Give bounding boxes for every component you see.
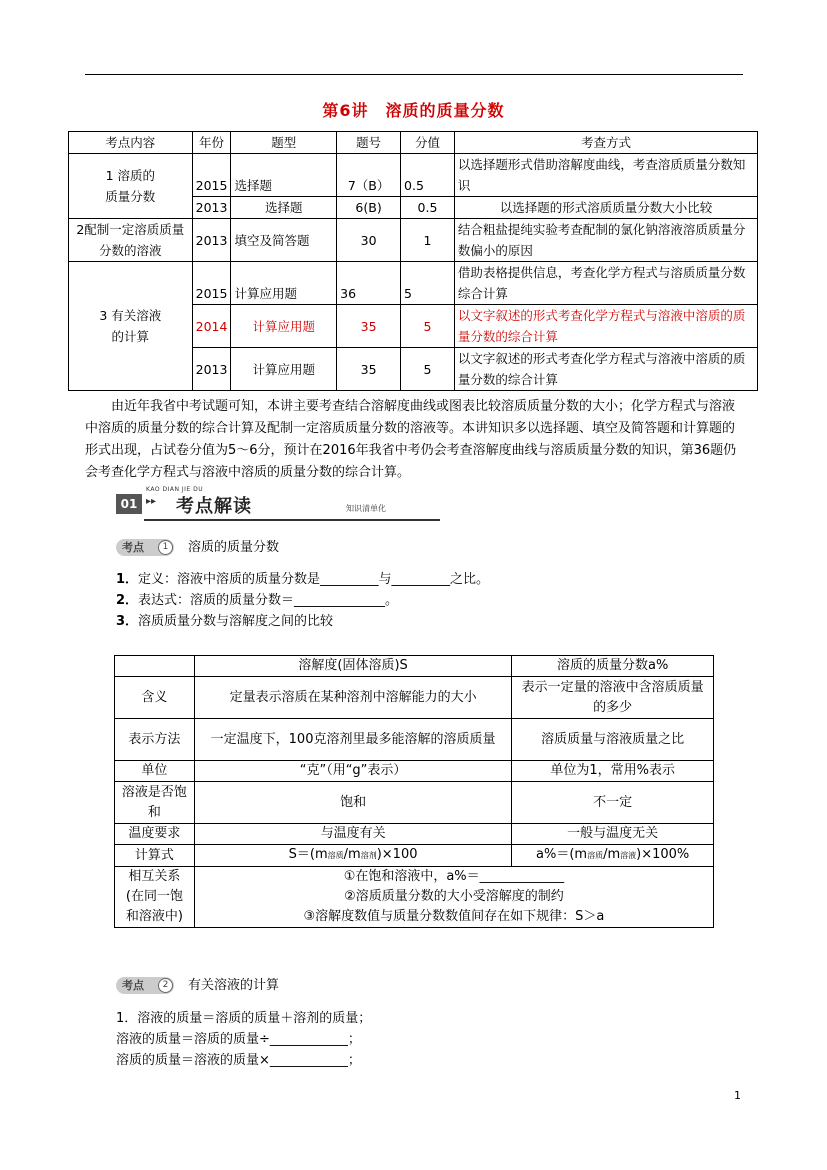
row-label: 计算式 xyxy=(115,845,195,867)
table-cell: 不一定 xyxy=(512,782,714,824)
table-row xyxy=(115,677,714,719)
num-cell: 36 xyxy=(337,262,401,305)
kaodian-label: 溶质的质量分数 xyxy=(188,540,280,555)
year-cell: 2013 xyxy=(192,219,231,262)
table-cell: 一定温度下，100克溶剂里最多能溶解的溶质质量 xyxy=(194,719,511,761)
year-cell: 2015 xyxy=(192,262,231,305)
relation-cell xyxy=(194,867,713,928)
arrow-icon: ▸▸ xyxy=(146,496,157,507)
row-label: 溶液是否饱和 xyxy=(115,782,195,824)
score-cell: 0.5 xyxy=(401,154,455,197)
kaodian-number: 1 xyxy=(158,540,173,555)
banner-title: 考点解读 xyxy=(176,496,252,517)
method-cell: 以文字叙述的形式考查化学方程式与溶液中溶质的质量分数的综合计算 xyxy=(454,305,757,348)
method-cell: 以选择题的形式溶质质量分数大小比较 xyxy=(454,197,757,219)
table-row xyxy=(69,154,758,197)
exam-analysis-table xyxy=(68,131,758,391)
num-cell: 6(B) xyxy=(337,197,401,219)
kd2-line: 溶质的质量＝溶液的质量×____________； xyxy=(116,1053,361,1068)
relation-line: ②溶质质量分数的大小受溶解度的制约 xyxy=(344,889,564,904)
type-cell: 选择题 xyxy=(231,197,337,219)
row-label: 温度要求 xyxy=(115,824,195,845)
method-cell: 以文字叙述的形式考查化学方程式与溶液中溶质的质量分数的综合计算 xyxy=(454,348,757,391)
header-cell: 考查方式 xyxy=(454,132,757,154)
type-cell: 计算应用题 xyxy=(231,348,337,391)
relation-line: ①在饱和溶液中，a%＝_____________ xyxy=(343,869,565,884)
table-cell: 饱和 xyxy=(194,782,511,824)
kd2-line: 溶液的质量＝溶质的质量÷____________； xyxy=(116,1032,361,1047)
page-number: 1 xyxy=(734,1089,741,1102)
topic-cell: 3 有关溶液 的计算 xyxy=(69,262,193,391)
table-row xyxy=(115,782,714,824)
banner-subtitle: 知识清单化 xyxy=(346,504,386,513)
table-cell: 单位为1，常用%表示 xyxy=(512,761,714,782)
relation-line: ③溶解度数值与质量分数数值间存在如下规律：S＞a xyxy=(303,909,605,924)
score-cell: 1 xyxy=(401,219,455,262)
method-cell: 以选择题形式借助溶解度曲线，考查溶质质量分数知识 xyxy=(454,154,757,197)
table-cell: 定量表示溶质在某种溶剂中溶解能力的大小 xyxy=(194,677,511,719)
formula-cell: S＝(m溶质/m溶剂)×100 xyxy=(194,845,511,867)
method-cell: 借助表格提供信息，考查化学方程式与溶质质量分数综合计算 xyxy=(454,262,757,305)
num-cell: 35 xyxy=(337,305,401,348)
banner-underline xyxy=(144,519,440,521)
table-row xyxy=(115,845,714,867)
method-cell: 结合粗盐提纯实验考查配制的氯化钠溶液溶质质量分数偏小的原因 xyxy=(454,219,757,262)
table-row xyxy=(115,867,714,928)
row-label: 相互关系 (在同一饱 和溶液中) xyxy=(115,867,195,928)
year-cell: 2013 xyxy=(192,348,231,391)
table-cell: 一般与温度无关 xyxy=(512,824,714,845)
topic-cell: 2配制一定溶质质量分数的溶液 xyxy=(69,219,193,262)
page-title: 第6讲 溶质的质量分数 xyxy=(322,101,505,120)
kd1-line: 3．溶质质量分数与溶解度之间的比较 xyxy=(116,614,334,629)
num-cell: 35 xyxy=(337,348,401,391)
kaodian-badge: 考点 1 xyxy=(116,539,174,556)
kd1-line: 1．定义：溶液中溶质的质量分数是_________与_________之比。 xyxy=(116,572,490,587)
table-row xyxy=(115,719,714,761)
formula-cell: a%＝(m溶质/m溶液)×100% xyxy=(512,845,714,867)
header-cell xyxy=(115,656,195,677)
table-row xyxy=(69,262,758,305)
kaodian-label: 有关溶液的计算 xyxy=(188,978,280,993)
num-cell: 30 xyxy=(337,219,401,262)
topic-cell: 1 溶质的 质量分数 xyxy=(69,154,193,219)
section-banner xyxy=(116,486,440,522)
type-cell: 选择题 xyxy=(231,154,337,197)
kaodian-number: 2 xyxy=(158,978,173,993)
year-cell: 2014 xyxy=(192,305,231,348)
table-header-row xyxy=(115,656,714,677)
table-header-row xyxy=(69,132,758,154)
type-cell: 计算应用题 xyxy=(231,305,337,348)
header-cell: 题号 xyxy=(337,132,401,154)
table-row xyxy=(115,761,714,782)
table-cell: 溶质质量与溶液质量之比 xyxy=(512,719,714,761)
year-cell: 2015 xyxy=(192,154,231,197)
year-cell: 2013 xyxy=(192,197,231,219)
score-cell: 0.5 xyxy=(401,197,455,219)
type-cell: 计算应用题 xyxy=(231,262,337,305)
banner-pinyin: KAO DIAN JIE DU xyxy=(146,486,204,493)
kd1-line: 2．表达式：溶质的质量分数＝______________。 xyxy=(116,593,399,608)
header-cell: 题型 xyxy=(231,132,337,154)
kaodian-badge: 考点 2 xyxy=(116,977,174,994)
type-cell: 填空及简答题 xyxy=(231,219,337,262)
intro-paragraph: 由近年我省中考试题可知，本讲主要考查结合溶解度曲线或图表比较溶质质量分数的大小；化学方程式与溶液中溶质的质量分数的综合计算及配制一定溶质质量分数的溶液等。本讲知识多以选择题、填空及简答题和计算题的形式出现，占试卷分值为5～6分，预计在2016年我省中考仍会考查溶解度曲线与溶质质量分数的知识，第36题仍会考查化学方程式与溶液中溶质的质量分数的综合计算。 xyxy=(85,399,737,480)
table-cell: “克”（用“g”表示） xyxy=(194,761,511,782)
score-cell: 5 xyxy=(401,262,455,305)
num-cell: 7（B） xyxy=(337,154,401,197)
header-cell: 考点内容 xyxy=(69,132,193,154)
score-cell: 5 xyxy=(401,348,455,391)
table-row xyxy=(69,219,758,262)
row-label: 含义 xyxy=(115,677,195,719)
header-cell: 分值 xyxy=(401,132,455,154)
table-cell: 与温度有关 xyxy=(194,824,511,845)
header-cell: 年份 xyxy=(192,132,231,154)
score-cell: 5 xyxy=(401,305,455,348)
table-row xyxy=(115,824,714,845)
table-cell: 表示一定量的溶液中含溶质质量的多少 xyxy=(512,677,714,719)
kd2-line: 1．溶液的质量＝溶质的质量＋溶剂的质量； xyxy=(116,1011,372,1026)
row-label: 表示方法 xyxy=(115,719,195,761)
header-cell: 溶质的质量分数a% xyxy=(512,656,714,677)
row-label: 单位 xyxy=(115,761,195,782)
comparison-table xyxy=(114,655,714,928)
banner-number: 01 xyxy=(116,494,142,514)
header-cell: 溶解度(固体溶质)S xyxy=(194,656,511,677)
header-rule xyxy=(85,74,743,75)
